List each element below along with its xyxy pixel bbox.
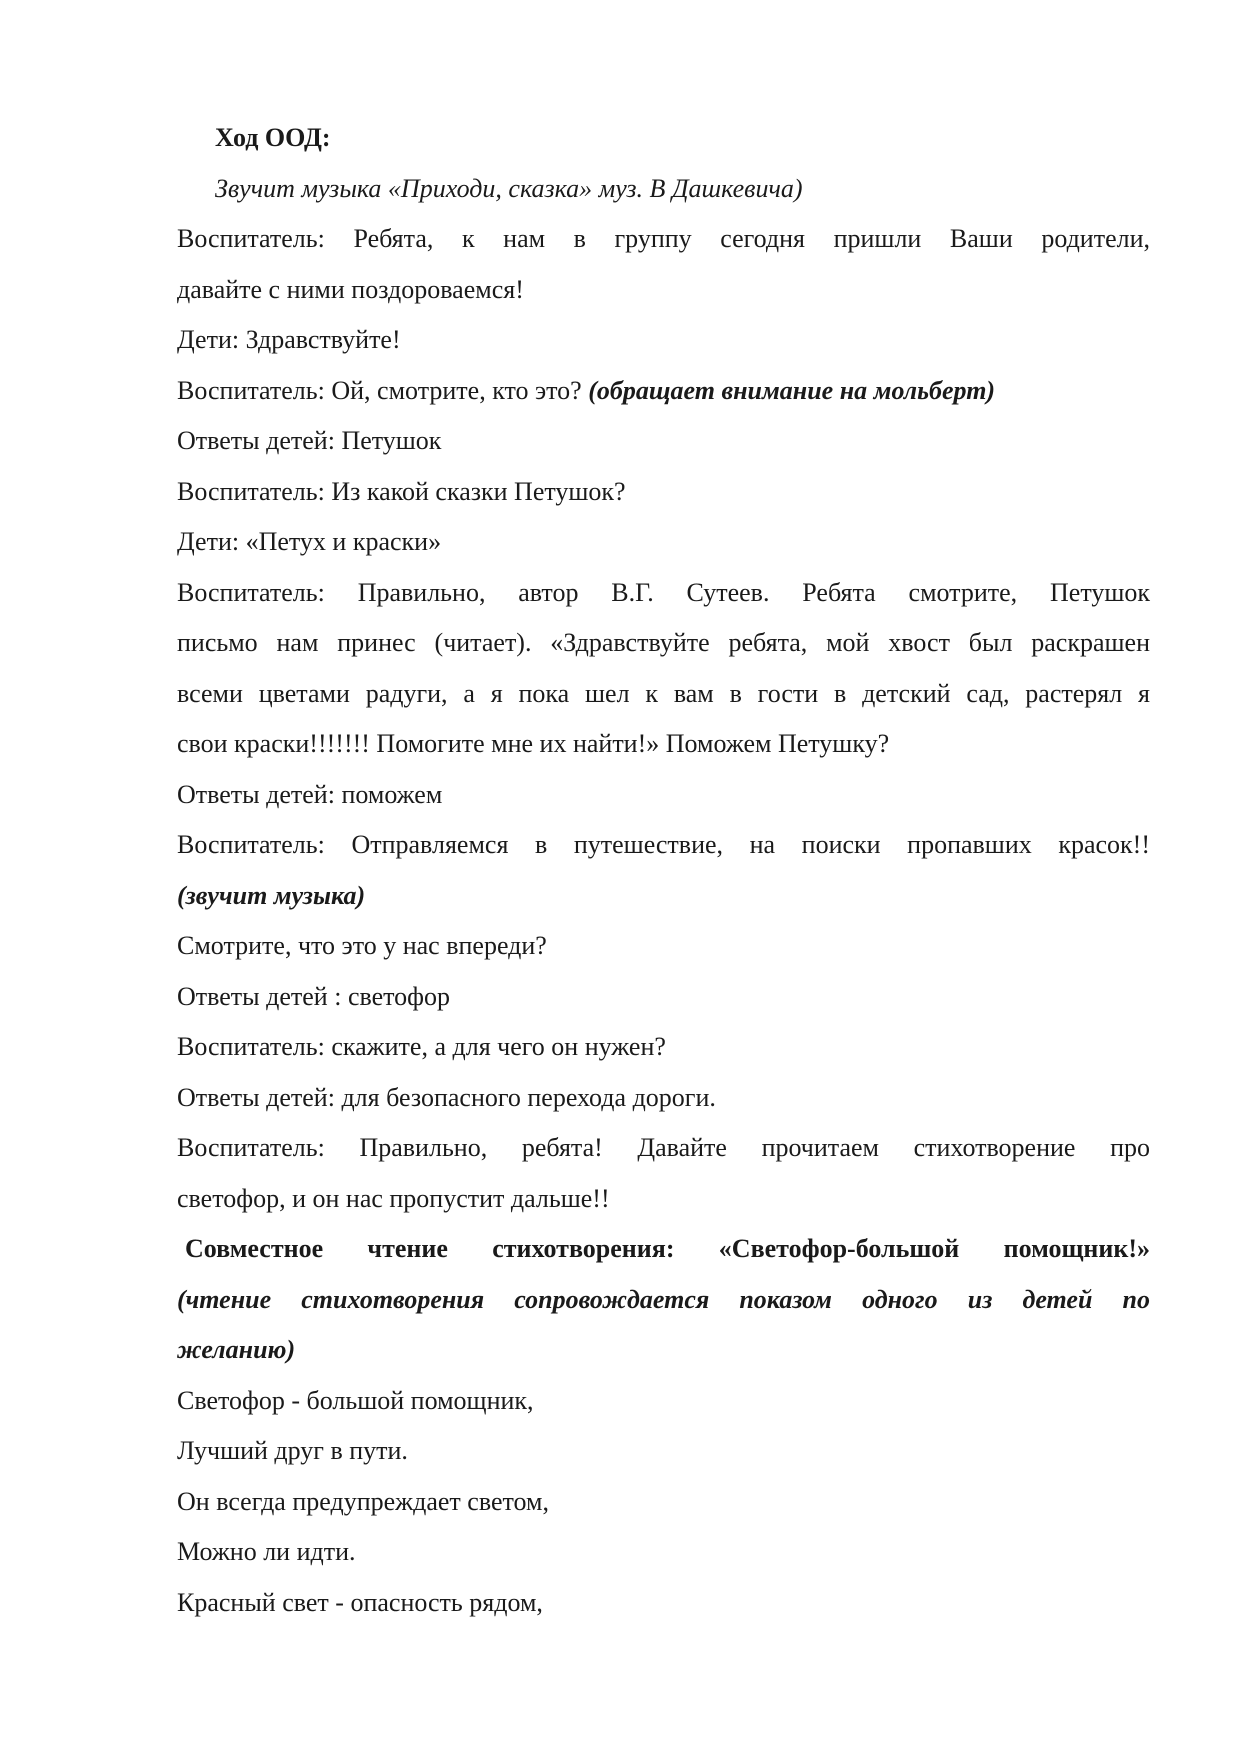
paragraph-line: Воспитатель: Правильно, ребята! Давайте прочитаем стихотворение про bbox=[177, 1133, 1150, 1162]
poem-line: Он всегда предупреждает светом, bbox=[177, 1486, 549, 1516]
paragraph-line: Дети: Здравствуйте! bbox=[177, 325, 401, 354]
paragraph-line: Воспитатель: Правильно, автор В.Г. Сутеев. Ребята смотрите, Петушок bbox=[177, 577, 1150, 607]
joint-reading-heading: Совместное чтение стихотворения: «Светофор-большой помощник!» bbox=[185, 1234, 1150, 1263]
paragraph-line: Воспитатель: Из какой сказки Петушок? bbox=[177, 476, 626, 506]
paragraph-line: Воспитатель: Ребята, к нам в группу сегодня пришли Ваши родители, bbox=[177, 224, 1150, 253]
music-stage-direction: Звучит музыка «Приходи, сказка» муз. В Дашкевича) bbox=[215, 173, 803, 203]
paragraph-line: свои краски!!!!!!! Помогите мне их найти!» Поможем Петушку? bbox=[177, 729, 890, 758]
paragraph-line: Ответы детей: Петушок bbox=[177, 426, 442, 455]
paragraph-line: всеми цветами радуги, а я пока шел к вам в гости в детский сад, растерял я bbox=[177, 678, 1150, 708]
paragraph-line: давайте с ними поздороваемся! bbox=[177, 274, 524, 304]
paragraph-line: Ответы детей : светофор bbox=[177, 981, 451, 1011]
stage-remark: (чтение стихотворения сопровождается показом одного из детей по bbox=[177, 1284, 1150, 1314]
poem-line: Можно ли идти. bbox=[177, 1537, 356, 1566]
poem-line: Красный свет - опасность рядом, bbox=[177, 1587, 543, 1617]
paragraph-line: Ответы детей: поможем bbox=[177, 779, 443, 809]
paragraph-line bbox=[177, 366, 1150, 417]
stage-remark: (звучит музыка) bbox=[177, 880, 366, 910]
document-body bbox=[177, 113, 1150, 1628]
paragraph-line: Воспитатель: Отправляемся в путешествие, на поиски пропавших красок!! bbox=[177, 830, 1150, 859]
paragraph-line: письмо нам принес (читает). «Здравствуйте ребята, мой хвост был раскрашен bbox=[177, 628, 1150, 657]
poem-line: Лучший друг в пути. bbox=[177, 1436, 408, 1465]
stage-remark: желанию) bbox=[177, 1335, 296, 1364]
paragraph-line: светофор, и он нас пропустит дальше!! bbox=[177, 1183, 610, 1213]
paragraph-line: Воспитатель: скажите, а для чего он нужен? bbox=[177, 1032, 666, 1061]
paragraph-line: Дети: «Петух и краски» bbox=[177, 527, 442, 556]
section-heading: Ход ООД: bbox=[215, 123, 331, 152]
paragraph-line: Смотрите, что это у нас впереди? bbox=[177, 931, 547, 960]
stage-remark: (обращает внимание на мольберт) bbox=[588, 375, 996, 405]
poem-line: Светофор - большой помощник, bbox=[177, 1385, 534, 1415]
paragraph-line: Ответы детей: для безопасного перехода дороги. bbox=[177, 1082, 716, 1112]
dialog-text: Воспитатель: Ой, смотрите, кто это? bbox=[177, 375, 589, 405]
